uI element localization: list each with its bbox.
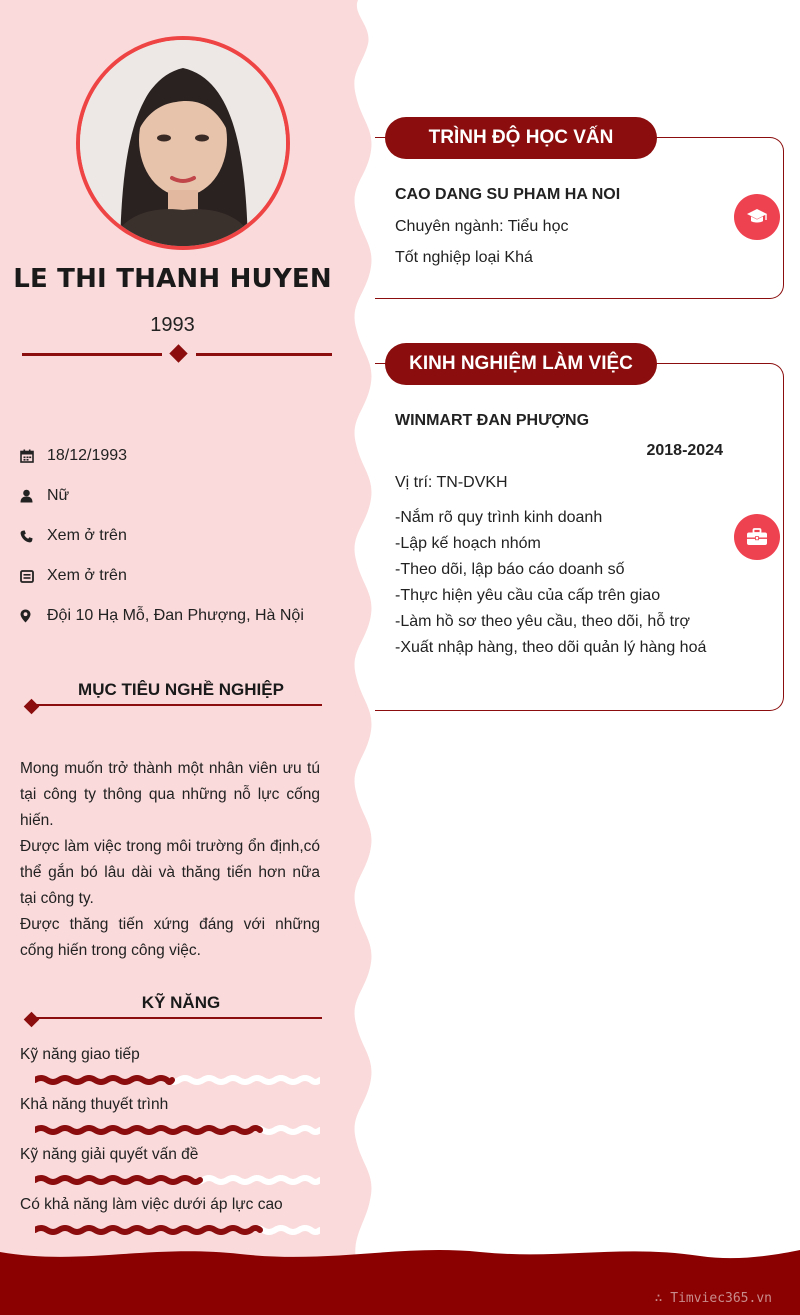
skill-label: Có khả năng làm việc dưới áp lực cao xyxy=(20,1196,283,1213)
duty-item: -Lập kế hoạch nhóm xyxy=(395,535,541,552)
avatar-ring xyxy=(76,36,290,250)
user-icon xyxy=(20,489,47,503)
skills-list xyxy=(20,1044,320,1244)
objective-title: MỤC TIÊU NGHỀ NGHIỆP xyxy=(78,680,284,699)
skill-bar-fill xyxy=(35,1178,200,1182)
location-icon xyxy=(20,609,47,623)
skills-title: KỸ NĂNG xyxy=(141,993,221,1012)
education-school: CAO DANG SU PHAM HA NOI xyxy=(395,186,621,203)
skill-item xyxy=(20,1194,320,1244)
experience-body xyxy=(395,412,723,661)
objective-text xyxy=(20,756,320,964)
skill-label: Kỹ năng giao tiếp xyxy=(20,1046,140,1063)
contact-gender xyxy=(20,476,360,516)
contact-phone xyxy=(20,516,360,556)
skill-item xyxy=(20,1044,320,1094)
briefcase-icon xyxy=(734,514,780,560)
experience-period: 2018-2024 xyxy=(646,442,723,459)
contact-text: Đội 10 Hạ Mỗ, Đan Phượng, Hà Nội xyxy=(47,607,304,624)
watermark: ∴ Timviec365.vn xyxy=(654,1291,772,1306)
experience-company: WINMART ĐAN PHƯỢNG xyxy=(395,412,590,429)
duty-item: -Nắm rõ quy trình kinh doanh xyxy=(395,509,603,526)
contact-text: Xem ở trên xyxy=(47,527,127,544)
skill-level-bar xyxy=(35,1224,320,1236)
skill-label: Khả năng thuyết trình xyxy=(20,1096,169,1113)
heading-line xyxy=(36,704,322,706)
duty-item: -Xuất nhập hàng, theo dõi quản lý hàng hoá xyxy=(395,639,707,656)
duty-item: -Thực hiện yêu cầu của cấp trên giao xyxy=(395,587,661,604)
skill-label: Kỹ năng giải quyết vấn đề xyxy=(20,1146,199,1163)
skill-bar-fill xyxy=(35,1128,260,1132)
experience-duties xyxy=(395,505,723,661)
education-body xyxy=(395,186,723,280)
objective-paragraph: Được thăng tiến xứng đáng với những cống hiến trong công việc. xyxy=(20,916,320,959)
birth-year: 1993 xyxy=(150,314,195,336)
profile-photo xyxy=(80,40,286,246)
contact-birthdate xyxy=(20,436,360,476)
education-major: Chuyên ngành: Tiểu học xyxy=(395,218,569,235)
calendar-icon xyxy=(20,449,47,463)
skill-level-bar xyxy=(35,1074,320,1086)
objective-heading xyxy=(20,680,322,710)
contact-email xyxy=(20,556,360,596)
email-icon xyxy=(20,570,47,583)
duty-item: -Theo dõi, lập báo cáo doanh số xyxy=(395,561,625,578)
skill-bar-fill xyxy=(35,1228,260,1232)
contact-text: Nữ xyxy=(47,487,70,504)
skill-item xyxy=(20,1094,320,1144)
skills-heading xyxy=(20,993,322,1023)
contact-text: Xem ở trên xyxy=(47,567,127,584)
contact-address xyxy=(20,596,360,636)
education-grade: Tốt nghiệp loại Khá xyxy=(395,249,533,266)
skill-level-bar xyxy=(35,1124,320,1136)
name-divider xyxy=(22,344,332,364)
avatar xyxy=(80,40,286,246)
skill-level-bar xyxy=(35,1174,320,1186)
experience-heading: KINH NGHIỆM LÀM VIỆC xyxy=(385,343,657,385)
education-card xyxy=(375,137,784,299)
contact-text: 18/12/1993 xyxy=(47,447,128,464)
contact-list xyxy=(20,436,360,636)
experience-card xyxy=(375,363,784,711)
profile-name: LE THI THANH HUYEN xyxy=(13,264,332,294)
phone-icon xyxy=(20,530,47,543)
heading-line xyxy=(36,1017,322,1019)
experience-position: Vị trí: TN-DVKH xyxy=(395,474,508,491)
skill-bar-fill xyxy=(35,1078,172,1082)
graduation-cap-icon xyxy=(734,194,780,240)
education-heading: TRÌNH ĐỘ HỌC VẤN xyxy=(385,117,657,159)
objective-paragraph: Mong muốn trở thành một nhân viên ưu tú tại công ty thông qua những nỗ lực cống hiến. xyxy=(20,760,320,829)
duty-item: -Làm hồ sơ theo yêu cầu, theo dõi, hỗ trợ xyxy=(395,613,690,630)
skill-item xyxy=(20,1144,320,1194)
objective-paragraph: Được làm việc trong môi trường ổn định,có thể gắn bó lâu dài và thăng tiến hơn nữa tại công ty. xyxy=(20,838,320,907)
